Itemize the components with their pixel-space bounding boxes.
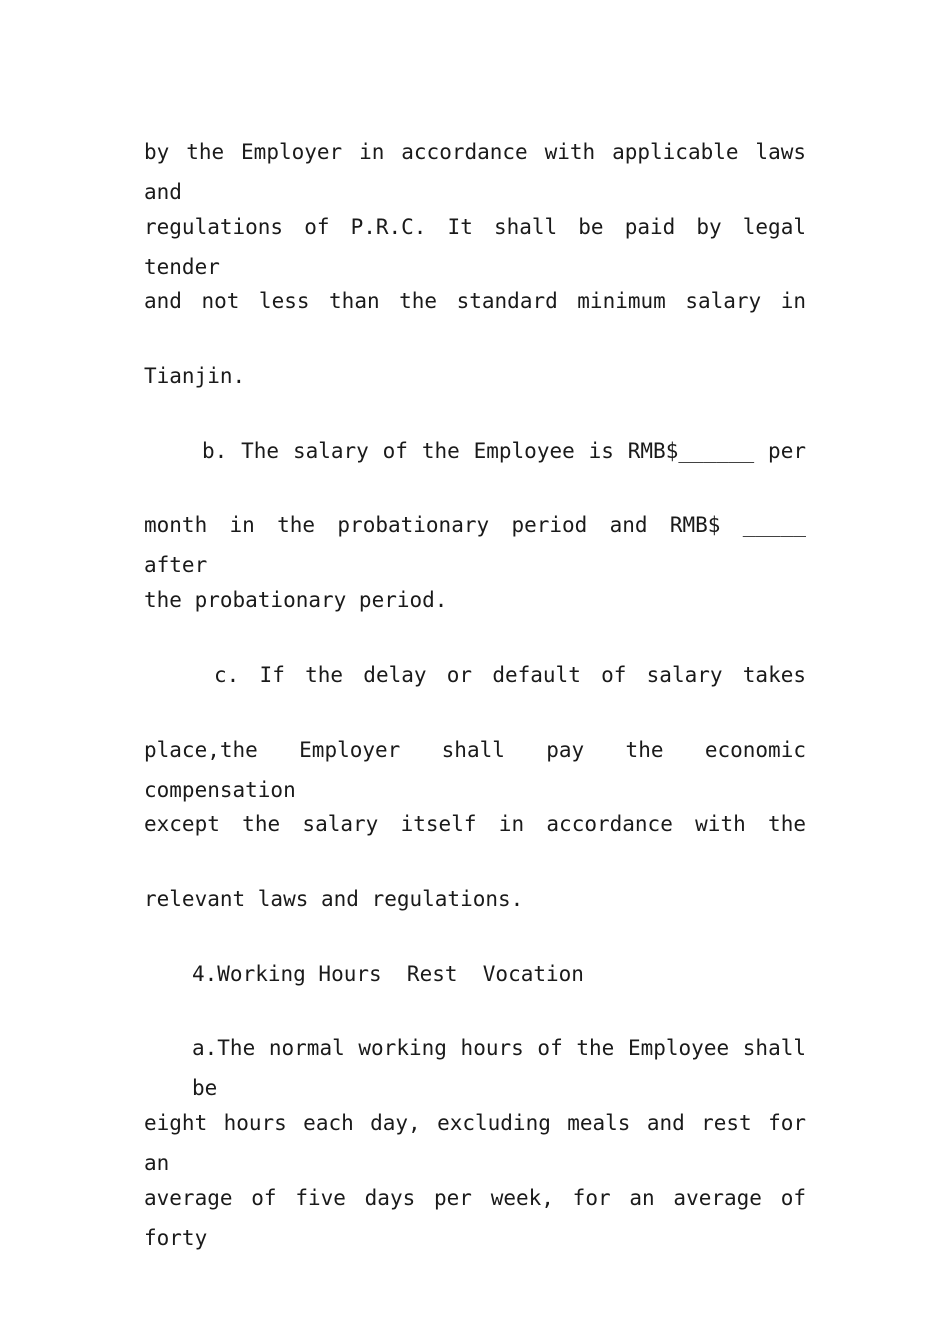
text-line-7: the probationary period. [144, 588, 448, 613]
text-line-15: average of five days per week, for an average of forty [144, 1185, 806, 1250]
text-line-2: regulations of P.R.C. It shall be paid by legal tender [144, 214, 806, 279]
text-line-13: a.The normal working hours of the Employee shall be [192, 1036, 806, 1101]
text-line-5: b. The salary of the Employee is RMB$______ per [202, 438, 806, 463]
text-line-9: place,the Employer shall pay the economic compensation [144, 737, 806, 802]
document-body [144, 132, 806, 1252]
text-line-14: eight hours each day, excluding meals and rest for an [144, 1110, 806, 1175]
text-line-3: and not less than the standard minimum salary in [144, 289, 806, 314]
text-line-6: month in the probationary period and RMB$ _____ after [144, 513, 806, 578]
text-line-11: relevant laws and regulations. [144, 886, 524, 911]
text-line-8: c. If the delay or default of salary takes [214, 662, 806, 687]
section-heading: 4.Working Hours Rest Vocation [192, 961, 584, 986]
text-line-4: Tianjin. [144, 364, 246, 389]
text-line-1: by the Employer in accordance with applicable laws and [144, 140, 806, 204]
text-line-10: except the salary itself in accordance with the [144, 812, 806, 837]
